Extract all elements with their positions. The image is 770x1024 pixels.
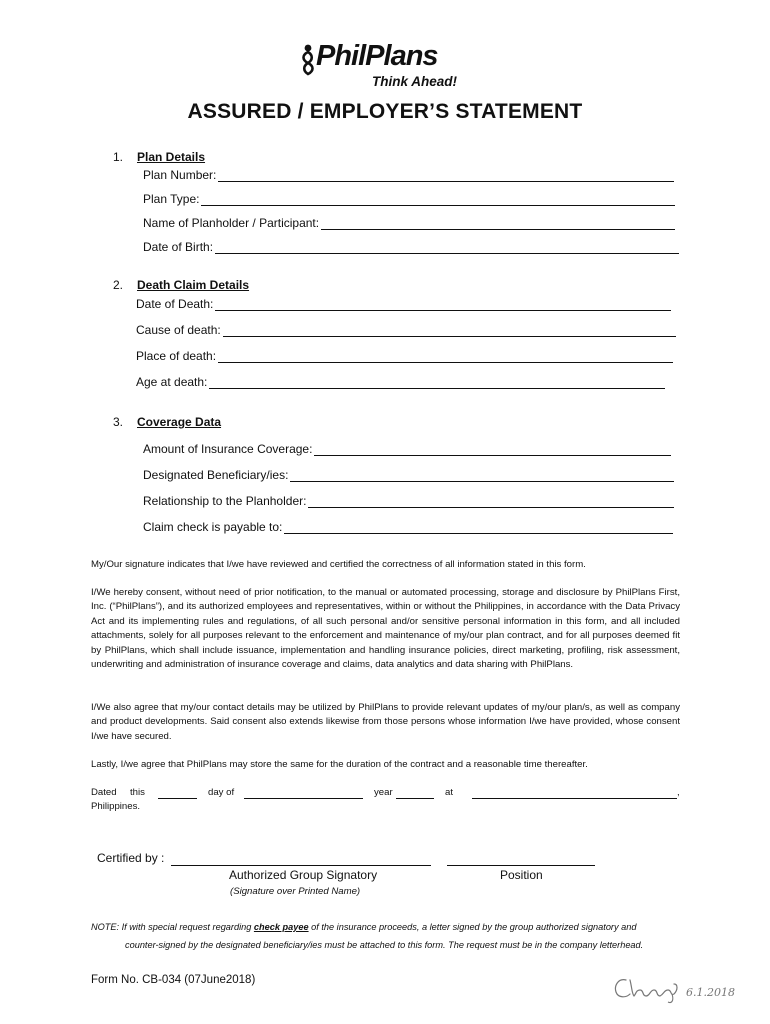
page-title: ASSURED / EMPLOYER’S STATEMENT [187,100,583,123]
section-3-number: 3. [113,415,124,429]
comma: , [677,787,680,798]
certified-by-label: Certified by : [97,851,165,865]
section-1-number: 1. [113,150,124,164]
date-of-death-field[interactable] [136,293,671,311]
age-at-death-label: Age at death: [136,375,208,389]
consent-paragraph: I/We hereby consent, without need of prior notification, to the manual or automated processing, storage and disclosure by PhilPlans First, Inc. (“PhilPlans”), and its authorized employees and representatives, within or without the Philippines, in accordance with the Data Privacy Act and its implementing rules and regulations, of all such personal and/or sensitive personal information in this form, and all included attachments, solely for all purposes relevant to the enforcement and maintenance of my/our plan contract, and for all purposes deemed fit by PhilPlans, which shall include issuance, implementation and handling insurance policies, direct marketing, profiling, risk assessment, underwriting and administration of insurance coverage and claims, data analytics and data sharing with PhilPlans. [91,587,680,671]
signatory-line[interactable] [171,865,431,866]
claim-check-payee-line[interactable] [284,520,673,534]
insurance-coverage-label: Amount of Insurance Coverage: [143,442,313,456]
note-prefix: NOTE: If with special request regarding [91,922,252,932]
contact-consent-paragraph: I/We also agree that my/our contact details may be utilized by PhilPlans to provide relevant updates of my/our plan/s, as well as company and product developments. Said consent also extends likewise from those persons whose information I/we have provided, whose consent I/we have secured. [91,702,680,742]
relationship-label: Relationship to the Planholder: [143,494,307,508]
logo-tagline: Think Ahead! [372,74,458,89]
year-label: year [374,787,393,798]
at-label: at [445,787,454,798]
note-line-1-rest: of the insurance proceeds, a letter signed by the group authorized signatory and [311,922,637,932]
position-line[interactable] [447,865,595,866]
plan-type-line[interactable] [201,192,675,206]
cause-of-death-line[interactable] [223,323,676,337]
place-of-death-line[interactable] [218,349,673,363]
signature-note: (Signature over Printed Name) [230,886,361,897]
place-line[interactable] [472,798,677,799]
claim-check-payee-label: Claim check is payable to: [143,520,283,534]
planholder-name-field[interactable] [143,212,675,230]
storage-paragraph: Lastly, I/we agree that PhilPlans may store the same for the duration of the contract and a reasonable time thereafter. [91,759,588,770]
insurance-coverage-field[interactable] [143,438,671,456]
section-2-number: 2. [113,278,124,292]
relationship-line[interactable] [308,494,674,508]
age-at-death-field[interactable] [136,371,665,389]
date-of-birth-line[interactable] [215,240,679,254]
planholder-name-line[interactable] [321,216,675,230]
place-of-death-field[interactable] [136,345,673,363]
age-at-death-line[interactable] [209,375,665,389]
note-line-2: counter-signed by the designated beneficiary/ies must be attached to this form. The request must be in the company letterhead. [125,940,644,950]
plan-number-line[interactable] [218,168,674,182]
position-label: Position [500,868,543,882]
insurance-coverage-line[interactable] [314,442,671,456]
beneficiary-line[interactable] [290,468,674,482]
logo-brand: PhilPlans [316,40,438,72]
date-of-death-line[interactable] [215,297,671,311]
day-of-label: day of [208,787,235,798]
signatory-label: Authorized Group Signatory [229,868,378,882]
handwritten-signature [612,972,737,1006]
certification-paragraph: My/Our signature indicates that I/we have reviewed and certified the correctness of all information stated in this form. [91,559,586,570]
section-1-title: Plan Details [137,150,206,164]
philippines-label: Philippines. [91,801,141,812]
this-label: this [130,787,145,798]
section-3-title: Coverage Data [137,415,222,429]
day-line[interactable] [158,798,197,799]
section-2-title: Death Claim Details [137,278,250,292]
planholder-name-label: Name of Planholder / Participant: [143,216,320,230]
plan-number-label: Plan Number: [143,168,217,182]
note-line-1 [91,918,731,936]
note-emphasis: check payee [253,922,309,932]
philplans-figure-icon [300,44,316,76]
form-number: Form No. CB-034 (07June2018) [91,974,256,986]
date-of-death-label: Date of Death: [136,297,214,311]
date-of-birth-field[interactable] [143,236,679,254]
handwritten-date: 6.1.2018 [686,986,735,999]
philplans-logo [300,42,470,92]
cause-of-death-field[interactable] [136,319,676,337]
year-line[interactable] [396,798,434,799]
plan-type-label: Plan Type: [143,192,200,206]
beneficiary-field[interactable] [143,464,674,482]
claim-check-payee-field[interactable] [143,516,673,534]
cause-of-death-label: Cause of death: [136,323,221,337]
date-of-birth-label: Date of Birth: [143,240,214,254]
plan-number-field[interactable] [143,164,674,182]
dated-label: Dated [91,787,117,798]
month-line[interactable] [244,798,363,799]
place-of-death-label: Place of death: [136,349,217,363]
relationship-field[interactable] [143,490,674,508]
beneficiary-label: Designated Beneficiary/ies: [143,468,289,482]
plan-type-field[interactable] [143,188,675,206]
